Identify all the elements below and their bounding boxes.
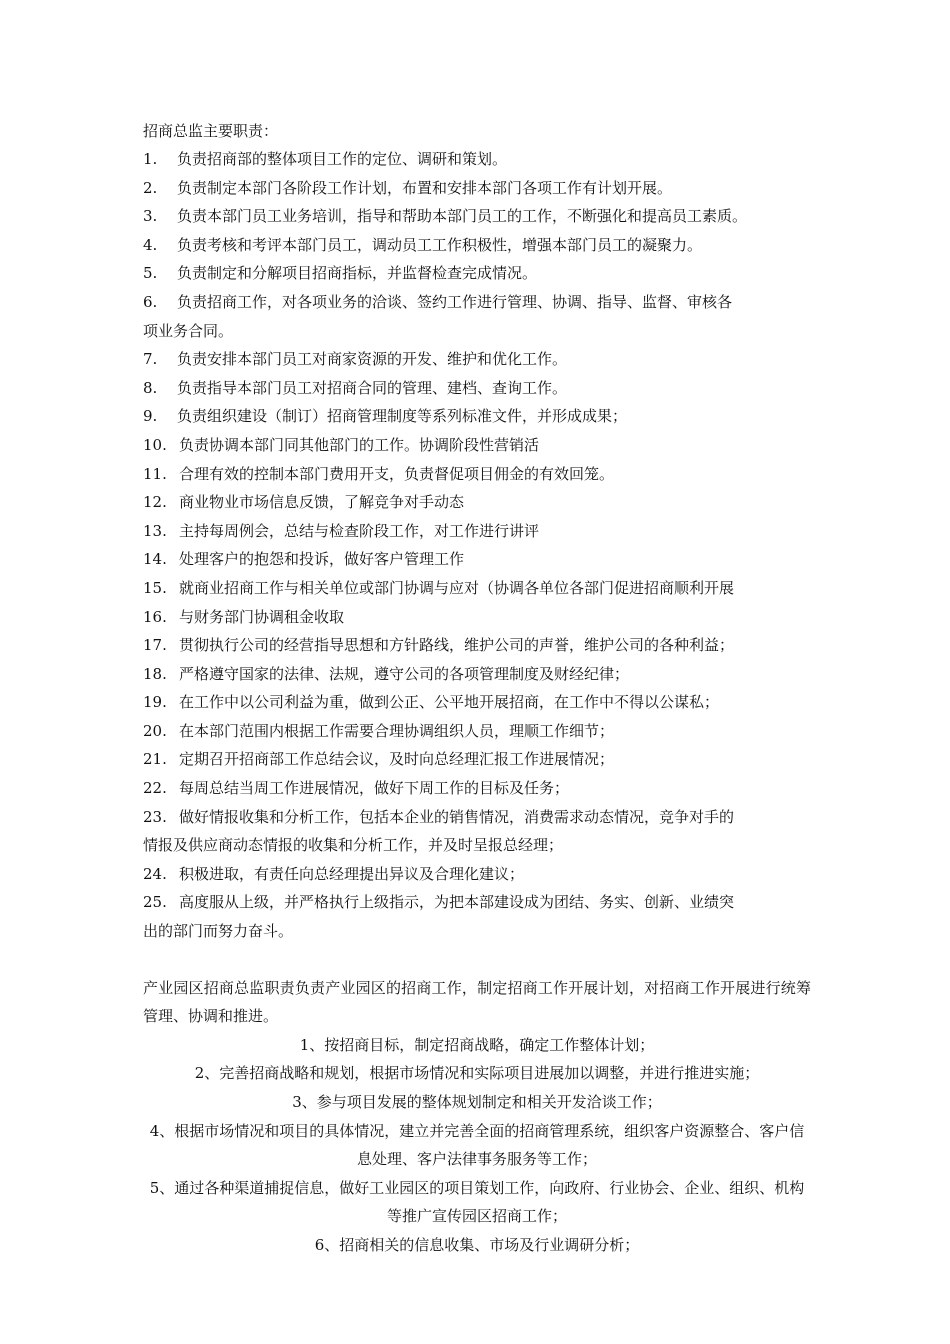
item-text: 高度服从上级，并严格执行上级指示，为把本部建设成为团结、务实、创新、业绩突 xyxy=(179,893,735,912)
list-item xyxy=(143,259,811,288)
list-item: 5、通过各种渠道捕捉信息，做好工业园区的项目策划工作，向政府、行业协会、企业、组织、机构等推广宣传园区招商工作； xyxy=(149,1178,805,1226)
item-text: 负责协调本部门同其他部门的工作。协调阶段性营销活 xyxy=(179,435,540,454)
item-text-continuation: 出的部门而努力奋斗。 xyxy=(143,922,294,941)
item-text: 就商业招商工作与相关单位或部门协调与应对（协调各单位各部门促进招商顺利开展 xyxy=(179,578,735,597)
list-item xyxy=(143,888,811,945)
item-number: 24. xyxy=(143,864,167,883)
list-item xyxy=(143,345,811,374)
list-item xyxy=(143,231,811,260)
item-text: 在本部门范围内根据工作需要合理协调组织人员，理顺工作细节； xyxy=(179,721,615,740)
item-number: 2. xyxy=(143,178,158,197)
item-text-continuation: 情报及供应商动态情报的收集和分析工作，并及时呈报总经理； xyxy=(143,836,564,855)
item-text: 负责指导本部门员工对招商合同的管理、建档、查询工作。 xyxy=(177,378,568,397)
list-item xyxy=(143,688,811,717)
item-text: 做好情报收集和分析工作，包括本企业的销售情况，消费需求动态情况，竞争对手的 xyxy=(179,807,735,826)
item-number: 6. xyxy=(143,292,158,311)
list-item xyxy=(143,574,811,603)
item-text: 负责本部门员工业务培训，指导和帮助本部门员工的工作，不断强化和提高员工素质。 xyxy=(177,207,748,226)
item-text-continuation: 项业务合同。 xyxy=(143,321,234,340)
item-number: 14. xyxy=(143,550,167,569)
list-item xyxy=(143,631,811,660)
list-item xyxy=(143,402,811,431)
list-item xyxy=(143,488,811,517)
section-spacer xyxy=(143,946,811,974)
item-text: 负责招商部的整体项目工作的定位、调研和策划。 xyxy=(177,150,508,168)
item-text: 负责招商工作，对各项业务的洽谈、签约工作进行管理、协调、指导、监督、审核各 xyxy=(177,292,733,311)
duties-heading: 招商总监主要职责： xyxy=(143,122,279,140)
item-text: 积极进取，有责任向总经理提出异议及合理化建议； xyxy=(179,864,525,883)
park-intro-paragraph: 产业园区招商总监职责负责产业园区的招商工作，制定招商工作开展计划，对招商工作开展进行统筹管理、协调和推进。 xyxy=(143,978,811,1026)
item-text: 严格遵守国家的法律、法规，遵守公司的各项管理制度及财经纪律； xyxy=(179,664,630,683)
item-text: 负责安排本部门员工对商家资源的开发、维护和优化工作。 xyxy=(177,350,568,369)
list-item xyxy=(143,202,811,231)
item-number: 25. xyxy=(143,893,167,912)
item-number: 21. xyxy=(143,750,167,769)
item-text: 负责制定本部门各阶段工作计划，布置和安排本部门各项工作有计划开展。 xyxy=(177,178,673,197)
item-number: 8. xyxy=(143,378,158,397)
item-number: 11. xyxy=(143,464,167,483)
list-item xyxy=(143,374,811,403)
list-item xyxy=(143,431,811,460)
item-number: 19. xyxy=(143,693,167,712)
item-number: 7. xyxy=(143,350,158,369)
item-text: 负责考核和考评本部门员工，调动员工工作积极性，增强本部门员工的凝聚力。 xyxy=(177,235,703,254)
item-text: 定期召开招商部工作总结会议，及时向总经理汇报工作进展情况； xyxy=(179,750,615,769)
list-item: 2、完善招商战略和规划，根据市场情况和实际项目进展加以调整，并进行推进实施； xyxy=(194,1064,760,1083)
item-number: 17. xyxy=(143,636,167,655)
list-item xyxy=(143,717,811,746)
item-number: 12. xyxy=(143,493,167,512)
item-text: 在工作中以公司利益为重，做到公正、公平地开展招商，在工作中不得以公谋私； xyxy=(179,693,720,712)
list-item xyxy=(143,803,811,860)
item-number: 20. xyxy=(143,721,167,740)
list-item: 3、参与项目发展的整体规划制定和相关开发洽谈工作； xyxy=(292,1093,662,1111)
item-text: 与财务部门协调租金收取 xyxy=(179,607,345,626)
duties-list xyxy=(143,145,811,946)
list-item xyxy=(143,460,811,489)
item-number: 9. xyxy=(143,407,158,426)
park-items-list xyxy=(143,1031,811,1260)
item-number: 5. xyxy=(143,264,158,283)
list-item: 6、招商相关的信息收集、市场及行业调研分析； xyxy=(314,1235,640,1254)
list-item xyxy=(143,745,811,774)
list-item xyxy=(143,545,811,574)
item-text: 处理客户的抱怨和投诉，做好客户管理工作 xyxy=(179,550,465,569)
list-item: 4、根据市场情况和项目的具体情况，建立并完善全面的招商管理系统，组织客户资源整合、客户信息处理、客户法律事务服务等工作； xyxy=(149,1121,805,1169)
list-item xyxy=(143,174,811,203)
list-item xyxy=(143,860,811,889)
item-text: 主持每周例会，总结与检查阶段工作，对工作进行讲评 xyxy=(179,521,540,540)
item-text: 合理有效的控制本部门费用开支，负责督促项目佣金的有效回笼。 xyxy=(179,464,615,483)
item-number: 3. xyxy=(143,207,158,226)
item-number: 16. xyxy=(143,607,167,626)
item-number: 18. xyxy=(143,664,167,683)
item-number: 10. xyxy=(143,435,167,454)
item-number: 13. xyxy=(143,521,167,540)
list-item xyxy=(143,660,811,689)
item-text: 负责组织建设（制订）招商管理制度等系列标准文件，并形成成果； xyxy=(177,407,628,426)
item-text: 贯彻执行公司的经营指导思想和方针路线，维护公司的声誉，维护公司的各种利益； xyxy=(179,636,735,655)
item-text: 负责制定和分解项目招商指标，并监督检查完成情况。 xyxy=(177,264,538,283)
item-number: 1. xyxy=(143,150,158,168)
list-item xyxy=(143,774,811,803)
item-number: 15. xyxy=(143,578,167,597)
list-item xyxy=(143,603,811,632)
item-number: 22. xyxy=(143,779,167,798)
item-text: 商业物业市场信息反馈，了解竞争对手动态 xyxy=(179,493,465,512)
item-text: 每周总结当周工作进展情况，做好下周工作的目标及任务； xyxy=(179,779,570,798)
document-page xyxy=(143,117,811,1260)
list-item xyxy=(143,517,811,546)
item-number: 23. xyxy=(143,807,167,826)
list-item xyxy=(143,145,811,174)
item-number: 4. xyxy=(143,235,158,254)
list-item xyxy=(143,288,811,345)
list-item: 1、按招商目标，制定招商战略，确定工作整体计划； xyxy=(299,1035,655,1054)
